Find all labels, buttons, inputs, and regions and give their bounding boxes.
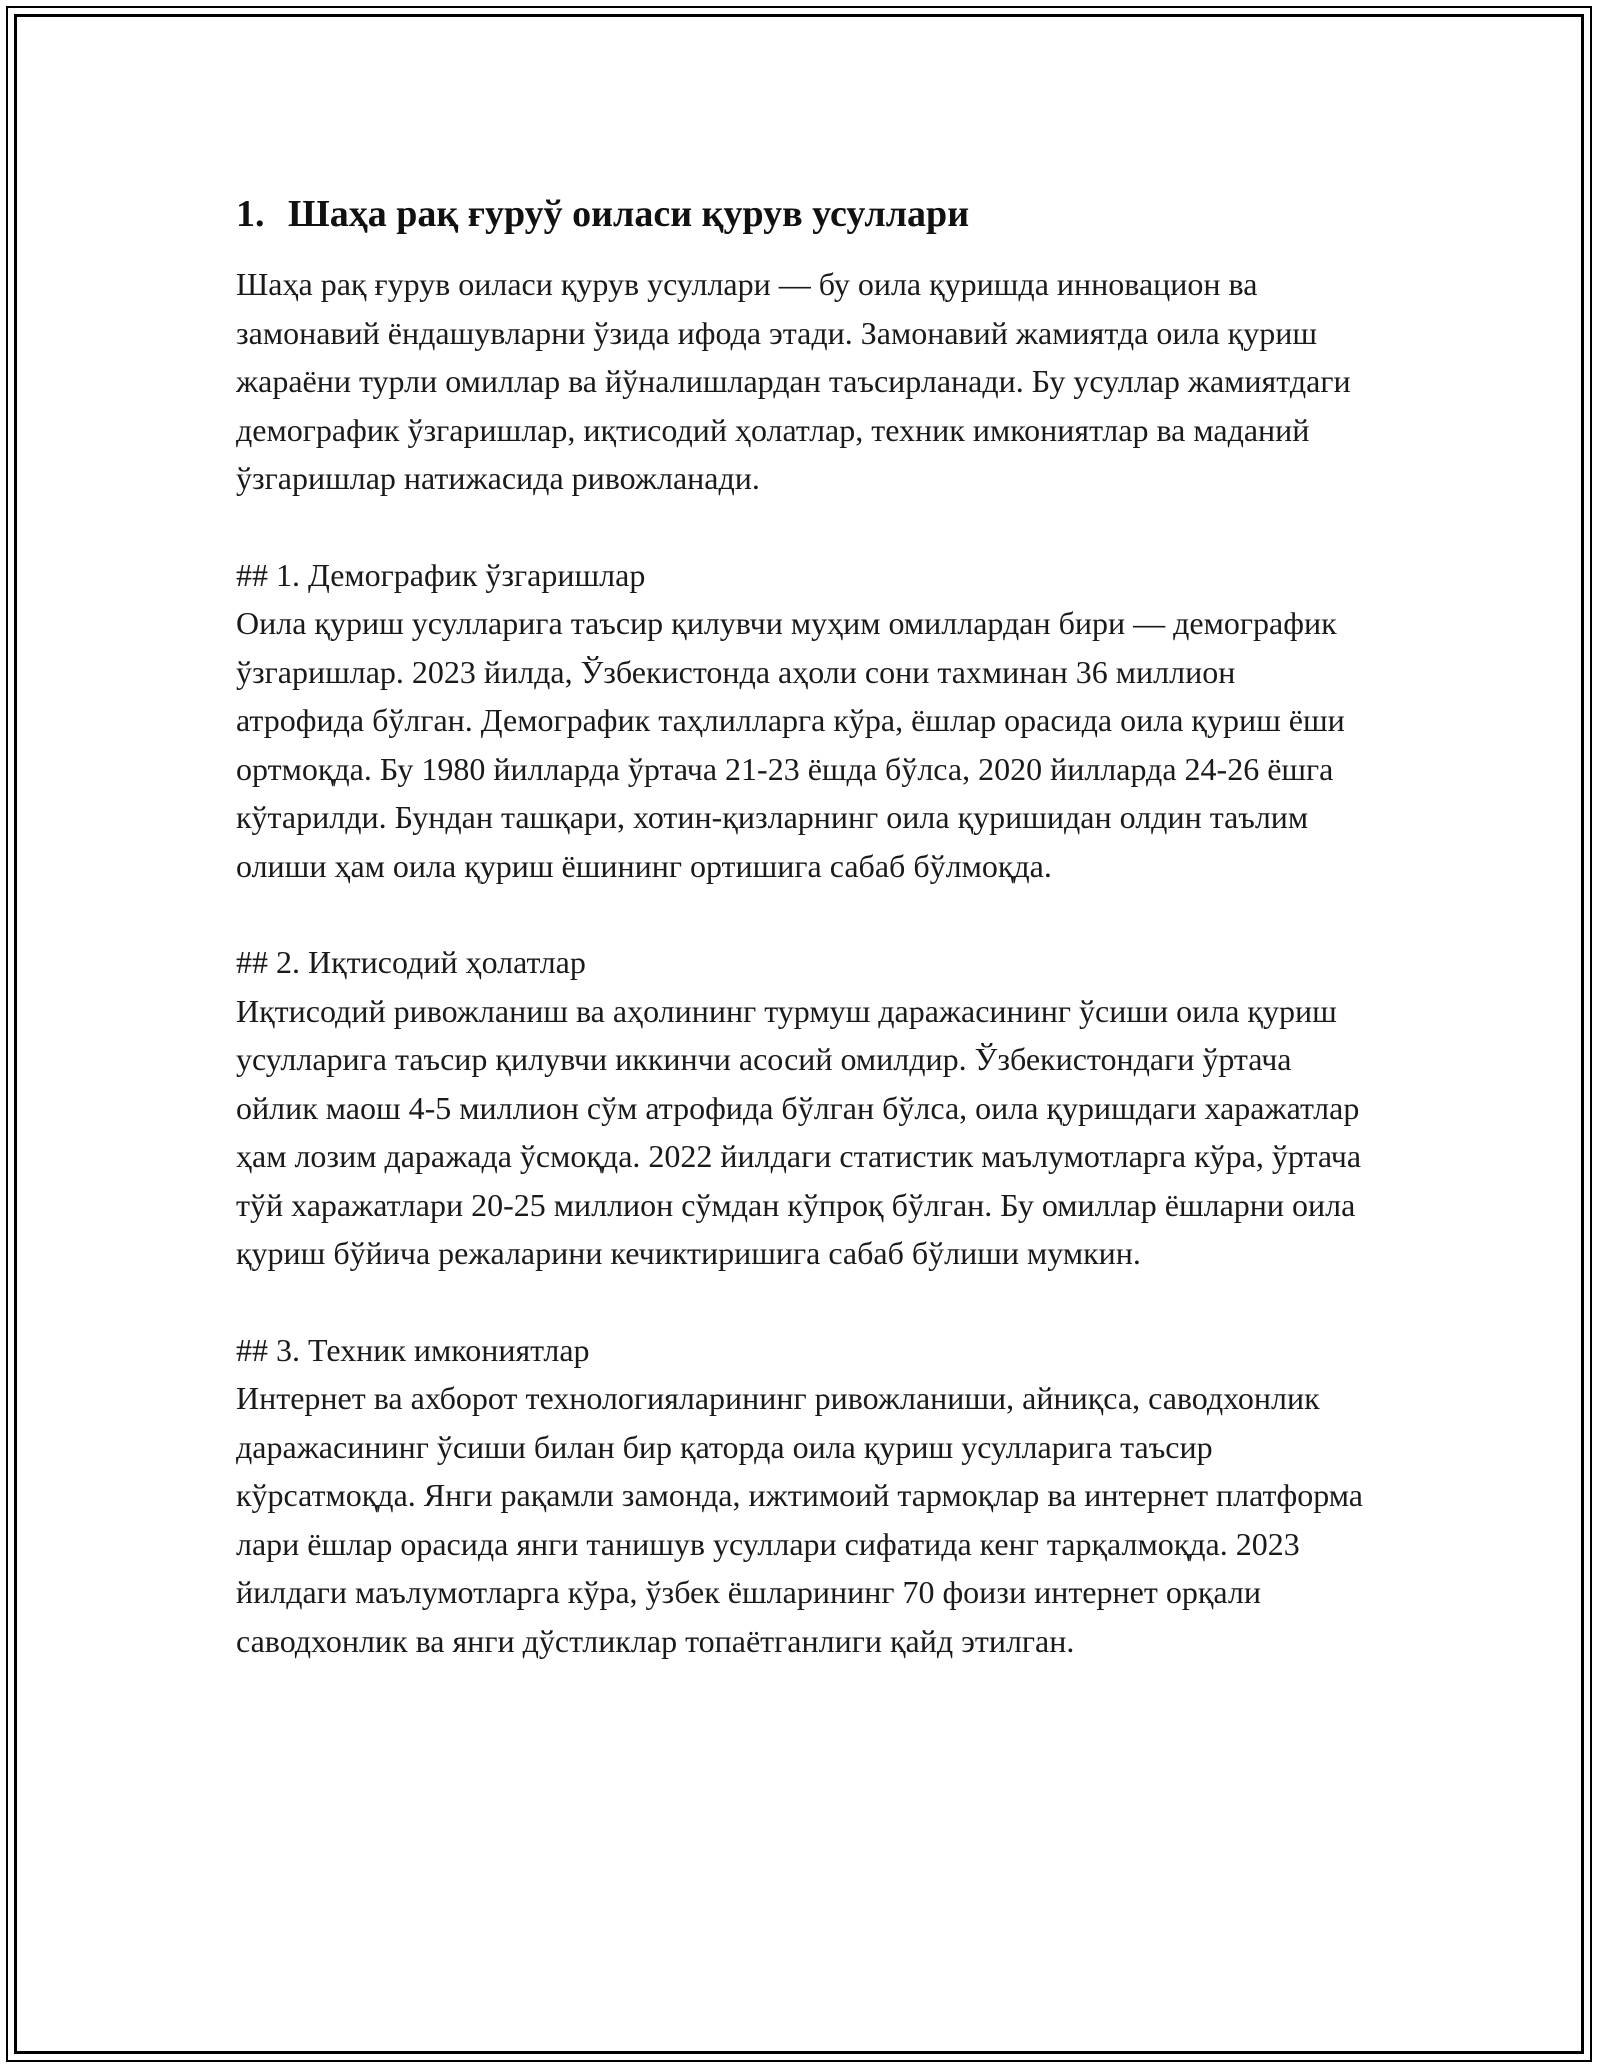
intro-paragraph: Шаҳа рақ ғурув оиласи қурув усуллари — бу оила қуришда инновацион ва замонавий ёндашувларни ўзида ифода этади. Замонавий жамиятда оила қуриш жараёни турли омиллар ва йўналишлардан таъсирланади. Бу усуллар жамиятдаги демографик ўзгаришлар, иқтисодий ҳолатлар, техник имкониятлар ва маданий ўзгаришлар натижасида ривожланади. bbox=[236, 266, 1351, 496]
section-body: Интернет ва ахборот технологияларининг ривожланиши, айниқса, саводхонлик даражасининг ўсиши билан бир қаторда оила қуриш усулларига таъсир кўрсатмоқда. Янги рақамли замонда, ижтимоий тармоқлар ва интернет платформа лари ёшлар орасида янги танишув усуллари сифатида кенг тарқалмоқда. 2023 йилдаги маълумотларга кўра, ўзбек ёшларининг 70 фоизи интернет орқали саводхонлик ва янги дўстликлар топаётганлиги қайд этилган. bbox=[236, 1380, 1363, 1659]
section-heading: ## 1. Демографик ўзгаришлар bbox=[236, 556, 646, 593]
section-technical bbox=[236, 1326, 1366, 1666]
section-heading: ## 2. Иқтисодий ҳолатлар bbox=[236, 944, 586, 980]
section-demographic bbox=[236, 551, 1366, 891]
section-heading: ## 3. Техник имкониятлар bbox=[236, 1331, 590, 1368]
title-text: Шаҳа рақ ғуруў оиласи қурув усуллари bbox=[288, 193, 970, 235]
document-title bbox=[236, 186, 1366, 242]
section-body: Иқтисодий ривожланиш ва аҳолининг турмуш даражасининг ўсиши оила қуриш усулларига таъсир қилувчи иккинчи асосий омилдир. Ўзбекистондаги ўртача ойлик маош 4-5 миллион сўм атрофида бўлган бўлса, оила қуришдаги харажатлар ҳам лозим даражада ўсмоқда. 2022 йилдаги статистик маълумотларга кўра, ўртача тўй харажатлари 20-25 миллион сўмдан кўпроқ бўлган. Бу омиллар ёшларни оила қуриш бўйича режаларини кечиктиришига сабаб бўлиши мумкин. bbox=[236, 992, 1362, 1271]
title-number: 1. bbox=[236, 193, 265, 235]
section-body: Оила қуриш усулларига таъсир қилувчи муҳим омиллардан бири — демографик ўзгаришлар. 2023 йилда, Ўзбекистонда аҳоли сони тахминан 36 миллион атрофида бўлган. Демографик таҳлилларга кўра, ёшлар орасида оила қуриш ёши ортмоқда. Бу 1980 йилларда ўртача 21-23 ёшда бўлса, 2020 йилларда 24-26 ёшга кўтарилди. Бундан ташқари, хотин-қизларнинг оила қуришидан олдин таълим олиши ҳам оила қуриш ёшининг ортишига сабаб бўлмоқда. bbox=[236, 605, 1345, 884]
document-body bbox=[236, 186, 1366, 1665]
section-economic bbox=[236, 938, 1366, 1278]
